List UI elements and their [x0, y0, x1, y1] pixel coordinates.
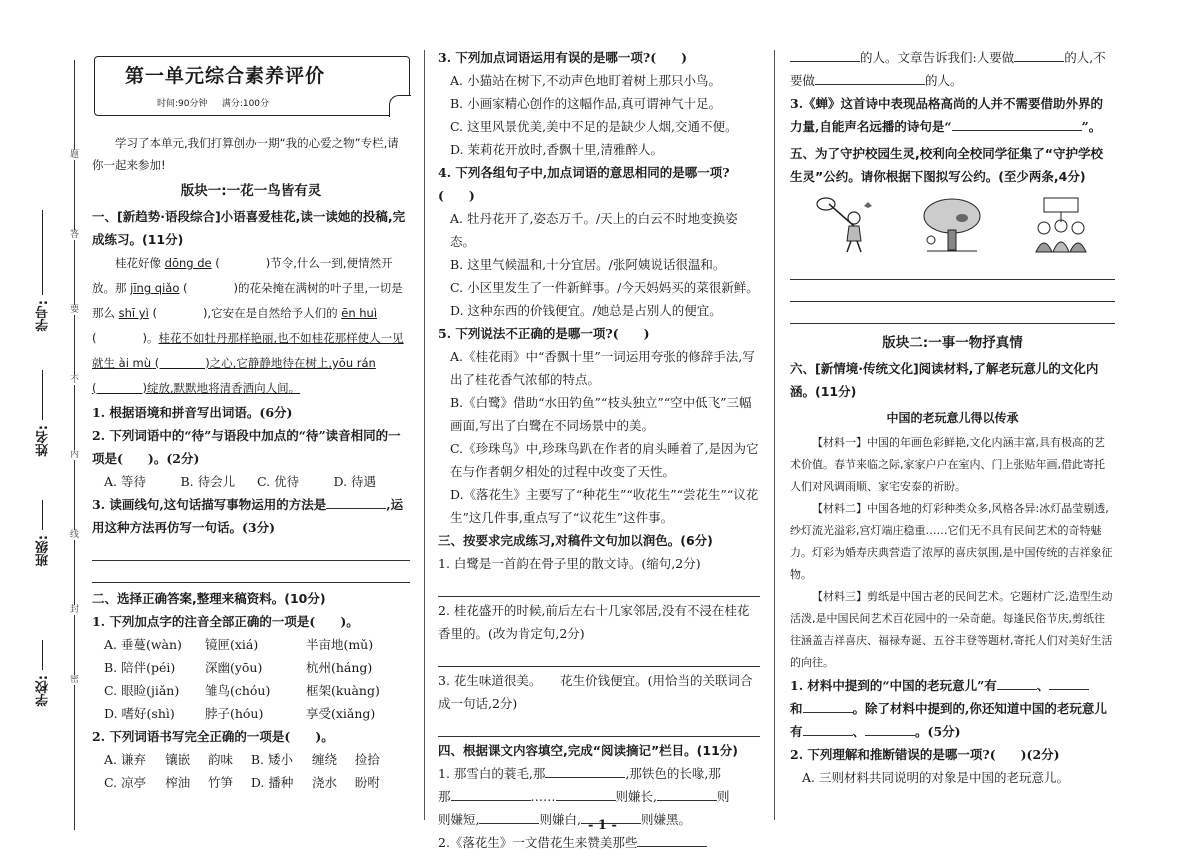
passage-text: ( )的花朵掩在满树的叶子里,一切是那么 — [92, 281, 403, 320]
q4-3: 3.《蝉》这首诗中表现品格高尚的人并不需要借助外界的力量,自能声名远播的诗句是“ ”。 — [790, 96, 1104, 134]
answer-blank[interactable] — [556, 787, 616, 801]
option[interactable]: A. 等待 — [104, 474, 146, 489]
pinyin-prompt: yōu rán — [332, 356, 376, 370]
answer-blank[interactable] — [803, 699, 853, 713]
answer-blank[interactable] — [790, 48, 860, 62]
option[interactable]: C. 小区里发生了一件新鲜事。/今天妈妈买的菜很新鲜。 — [450, 280, 759, 295]
answer-blank[interactable] — [479, 810, 539, 824]
answer-blank[interactable] — [451, 787, 531, 801]
option[interactable]: C. 凉亭 — [104, 775, 147, 790]
q4-heading: 四、根据课文内容填空,完成“阅读摘记”栏目。(11分) — [438, 743, 739, 758]
answer-blank[interactable] — [952, 117, 1082, 131]
option[interactable]: D. 茉莉花开放时,香飘十里,清雅醉人。 — [450, 142, 663, 157]
class-label: 班级: — [36, 535, 51, 567]
option[interactable]: D. 播种 — [250, 775, 294, 790]
passage-text: 桂花不如牡丹那样艳丽,也不如桂花那样使人一见就生 — [92, 331, 404, 370]
school-label: 学校: — [36, 675, 51, 707]
answer-blank[interactable] — [803, 722, 853, 736]
article-title: 中国的老玩意儿得以传承 — [886, 411, 1019, 425]
option[interactable]: D. 待遇 — [333, 474, 377, 489]
passage-text: ( )节令,什么一到,便情然开放。那 — [92, 256, 393, 295]
q1-heading: 一、[新趋势·语段综合]小语喜爱桂花,读一读她的投稿,完成练习。(11分) — [92, 209, 406, 247]
q1-2: 2. 下列词语中的“待”与语段中加点的“待”读音相同的一项是( )。(2分) — [92, 428, 401, 466]
passage-text: ( ),它安在是自然给予人们的 — [148, 306, 342, 320]
pinyin-prompt: dōng de — [164, 256, 212, 270]
q2-3: 3. 下列加点词语运用有误的是哪一项?( ) — [438, 50, 688, 65]
column-1 — [92, 46, 410, 794]
option[interactable]: B. 矮小 — [250, 752, 293, 767]
seal-char: 题 — [70, 150, 80, 160]
title-box — [94, 56, 410, 116]
binding-strip — [30, 60, 90, 830]
answer-blank[interactable] — [1014, 48, 1064, 62]
pinyin-prompt: ēn huì — [341, 306, 378, 320]
option[interactable]: D.《落花生》主要写了“种花生”“收花生”“尝花生”“议花生”这几件事,重点写了“议花生”这件事。 — [450, 487, 759, 525]
q2-4-options — [438, 207, 760, 322]
option[interactable]: B. 待会儿 — [180, 474, 236, 489]
option[interactable]: A. 垂蔓(wàn) — [104, 637, 182, 652]
page-curl-decoration — [389, 95, 411, 117]
answer-blank[interactable] — [815, 71, 925, 85]
block2-title: 版块二:一事一物抒真情 — [882, 335, 1023, 351]
q6-2: 2. 下列理解和推断错误的是哪一项?( )(2分) — [790, 747, 1060, 762]
tree-with-bird-nest-illustration — [917, 196, 987, 254]
answer-line[interactable] — [438, 577, 760, 597]
passage-text: ( )之心,它静静地待在树上, — [151, 356, 332, 370]
seal-char: 密 — [70, 675, 80, 685]
number-label: 学号: — [36, 300, 51, 332]
answer-blank[interactable] — [545, 764, 625, 778]
pinyin-prompt: jīng qiǎo — [130, 281, 180, 295]
answer-blank[interactable] — [326, 495, 386, 509]
exam-time: 时间:90分钟 — [157, 99, 208, 109]
q1-passage — [92, 251, 410, 401]
q2-3-options — [438, 69, 760, 161]
option[interactable]: B. 小画家精心创作的这幅作品,真可谓神气十足。 — [450, 96, 722, 111]
seal-line — [74, 60, 75, 830]
answer-blank[interactable] — [865, 722, 915, 736]
children-with-sign-illustration — [1026, 196, 1096, 254]
option[interactable]: C.《珍珠鸟》中,珍珠鸟趴在作者的肩头睡着了,是因为它在与作者朝夕相处的过程中改变了天性。 — [450, 441, 759, 479]
material-2: 【材料二】中国各地的灯彩种类众多,风格各异:冰灯晶莹剔透,纱灯流光溢彩,宫灯端庄稳重……它们无不具有民间艺术的奇特魅力。灯彩为婚寿庆典营造了浓厚的喜庆氛围,是中国传统的吉祥象征物。 — [790, 502, 1113, 581]
option[interactable]: D. 嗜好(shì) — [104, 706, 175, 721]
q2-2-options: A. 谦弃 镶嵌 韵味 B. 矮小 缠绕 捡拾 C. 凉亭 榨油 竹笋 D. 播种 浇水 盼咐 — [92, 748, 410, 794]
q2-2: 2. 下列词语书写完全正确的一项是( )。 — [92, 729, 334, 744]
block1-title: 版块一:一花一鸟皆有灵 — [180, 183, 322, 199]
option[interactable]: A. 小猫站在树下,不动声色地盯着树上那只小鸟。 — [450, 73, 721, 88]
column-2 — [438, 46, 760, 849]
answer-blank[interactable] — [637, 833, 707, 847]
option[interactable]: B.《白鹭》借助“水田钓鱼”“枝头独立”“空中低飞”三幅画面,写出了白鹭在不同场景中的美。 — [450, 395, 752, 433]
answer-line[interactable] — [438, 717, 760, 737]
q1-1: 1. 根据语境和拼音写出词语。(6分) — [92, 405, 293, 420]
q2-5: 5. 下列说法不正确的是哪一项?( ) — [438, 326, 650, 341]
q3-3: 3. 花生味道很美。 花生价钱便宜。(用恰当的关联词合成一句话,2分) — [438, 673, 753, 711]
page-title: 第一单元综合素养评价 — [125, 65, 326, 87]
answer-line[interactable] — [92, 541, 410, 561]
option[interactable]: A. 谦弃 — [104, 752, 146, 767]
intro-text: 学习了本单元,我们打算创办一期“我的心爱之物”专栏,请你一起来参加! — [92, 136, 399, 172]
q4-2-continued: 的人。文章告诉我们:人要做 的人,不要做 的人。 — [790, 50, 1106, 88]
q3-1: 1. 白鹭是一首韵在骨子里的散文诗。(缩句,2分) — [438, 556, 701, 571]
passage-text: ( )绽放,默默地将清香洒向人间。 — [92, 381, 301, 395]
answer-line[interactable] — [438, 647, 760, 667]
column-3 — [790, 46, 1115, 789]
answer-blank[interactable] — [997, 676, 1037, 690]
option[interactable]: D. 这种东西的价钱便宜。/她总是占别人的便宜。 — [450, 303, 722, 318]
option[interactable]: B. 这里气候温和,十分宜居。/张阿姨说话很温和。 — [450, 257, 726, 272]
q5-heading: 五、为了守护校园生灵,校利向全校同学征集了“守护学校生灵”公约。请你根据下图拟写公约。(至少两条,4分) — [790, 146, 1103, 184]
seal-char: 要 — [70, 305, 80, 315]
seal-char: 不 — [70, 375, 80, 385]
answer-line[interactable] — [790, 260, 1115, 280]
option[interactable]: A.《桂花雨》中“香飘十里”一词运用夸张的修辞手法,写出了桂花香气浓郁的特点。 — [450, 349, 755, 387]
q4-1: 1. 那雪白的蓑毛,那 ,那铁色的长喙,那 那 …… 则嫌长, 则 则嫌短, 则嫌白, 则嫌黑。 — [438, 766, 730, 827]
campus-pictures — [790, 196, 1115, 254]
answer-line[interactable] — [790, 304, 1115, 324]
answer-line[interactable] — [92, 563, 410, 583]
exam-meta — [157, 93, 269, 116]
name-label: 姓名: — [36, 425, 51, 457]
pinyin-prompt: ài mù — [118, 356, 152, 370]
answer-blank[interactable] — [657, 787, 717, 801]
q6-heading: 六、[新情境·传统文化]阅读材料,了解老玩意儿的文化内涵。(11分) — [790, 361, 1099, 399]
q2-5-options — [438, 345, 760, 529]
q6-1: 1. 材料中提到的“中国的老玩意儿”有 、 和 。除了材料中提到的,你还知道中国的老玩意儿有 、 。(5分) — [790, 678, 1107, 739]
option[interactable]: A. 牡丹花开了,姿态万千。/天上的白云不时地变换姿态。 — [450, 211, 738, 249]
seal-char: 封 — [70, 605, 80, 615]
passage-text: ( )。 — [92, 331, 159, 345]
column-divider — [424, 50, 425, 820]
answer-blank[interactable] — [1049, 676, 1089, 690]
passage-text: 桂花好像 — [115, 256, 165, 270]
seal-char: 线 — [70, 530, 80, 540]
option[interactable]: C. 眼睑(jiǎn) — [104, 683, 180, 698]
option[interactable]: A. 三则材料共同说明的对象是中国的老玩意儿。 — [802, 770, 1069, 785]
pinyin-prompt: shī yì — [118, 306, 149, 320]
material-3: 【材料三】剪纸是中国古老的民间艺术。它题材广泛,造型生动活泼,是中国民间艺术百花园中的一朵奇葩。每逢民俗节庆,剪纸往往涵盖吉祥喜庆、福禄寿诞、五谷丰登等题材,寄托人们对美好生活的向往。 — [790, 590, 1113, 669]
option[interactable]: C. 优待 — [257, 474, 300, 489]
exam-score: 满分:100分 — [221, 99, 270, 109]
q3-heading: 三、按要求完成练习,对稿件文句加以润色。(6分) — [438, 533, 713, 548]
q2-heading: 二、选择正确答案,整理来稿资料。(10分) — [92, 591, 326, 606]
q3-2: 2. 桂花盛开的时候,前后左右十几家邻居,没有不浸在桂花香里的。(改为肯定句,2分) — [438, 603, 750, 641]
q2-1: 1. 下列加点字的注音全部正确的一项是( )。 — [92, 614, 359, 629]
seal-char: 答 — [70, 230, 80, 240]
q2-4: 4. 下列各组句子中,加点词语的意思相同的是哪一项?( ) — [438, 165, 730, 203]
option[interactable]: B. 陪伴(péi) — [104, 660, 176, 675]
page-number: - 1 - — [588, 818, 617, 833]
column-divider — [774, 50, 775, 820]
option[interactable]: C. 这里风景优美,美中不足的是缺少人烟,交通不便。 — [450, 119, 738, 134]
q1-2-options — [92, 470, 410, 493]
answer-line[interactable] — [790, 282, 1115, 302]
q1-3: 3. 读画线句,这句话描写事物运用的方法是 ,运用这种方法再仿写一句话。(3分) — [92, 497, 404, 535]
q4-2: 2.《落花生》一文借花生来赞美那些 — [438, 831, 760, 849]
material-1: 【材料一】中国的年画色彩鲜艳,文化内涵丰富,具有极高的艺术价值。春节来临之际,家家户户在室内、门上张贴年画,借此寄托人们对风调雨顺、家宅安泰的祈盼。 — [790, 436, 1105, 493]
q2-1-options: A. 垂蔓(wàn) 镜匣(xiá) 半亩地(mǔ) B. 陪伴(péi) 深幽(yōu) 杭州(háng) C. 眼睑(jiǎn) 雏鸟(chóu) 框架(kuàng) D. 嗜好(shì) 脖子(hóu) 享受(xiǎng) — [92, 633, 410, 725]
seal-char: 内 — [70, 450, 80, 460]
boy-with-net-illustration — [809, 196, 879, 254]
